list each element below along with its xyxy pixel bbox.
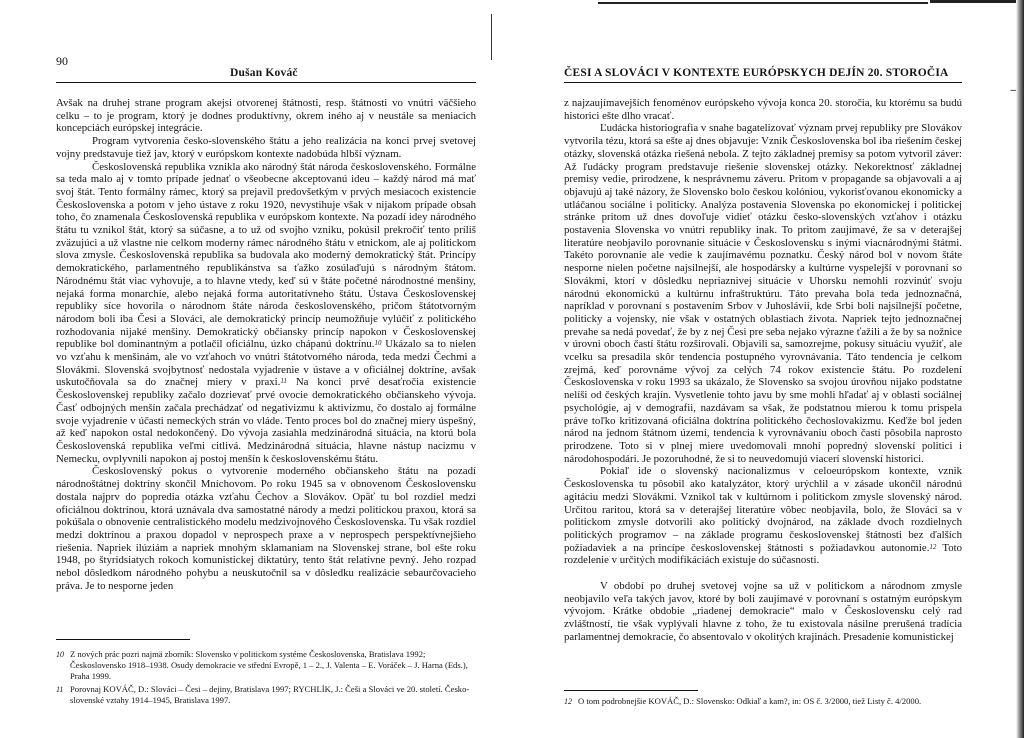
footnotes: [564, 696, 962, 709]
paragraph: Program vytvorenia česko-slovenského štátu a jeho realizácia na konci prvej svetovej vojny predstavuje tiež jav, ktorý v európskom kontexte nadobúda hlbší význam.: [56, 135, 476, 160]
edge-mark: –: [1010, 84, 1016, 96]
paragraph-text: Ukázalo sa to nielen vo vzťahu k menšinám, ale vo vzťahoch vo vnútri štátotvorného národa, teda medzi Čechmi a Slovákmi. Slovenská svojbytnosť nedostala vyjadrenie v ústave a v oficiálnej doktríne, avšak uskutočňovala sa do značnej miery v praxi.: [56, 338, 476, 389]
paragraph: Československý pokus o vytvorenie moderného občianskeho štátu na pozadí národnoštátnej doktríny skončil Mníchovom. Po roku 1945 sa v obnovenom Československu dostala najprv do popredia otázka vzťahu Čechov a Slovákov. Opäť tu bol rozdiel medzi oficiálnou doktrínou, ktorá uznávala dva samostatné národy a medzi politickou praxou, ktorá sa pokúšala o obnovenie centralistického modelu medzivojnového Československa. Tu však rozdiel medzi doktrínou a praxou dopadol v neprospech praxe a v neprospech perspektívnejšieho riešenia. Napriek ilúziám a napriek mnohým sklamaniam na Slovenskej strane, bol ešte roku 1948, po štyridsiatych rokoch komunistickej diktatúry, tento štát relatívne pevný. Jeho rozpad nebol dôsledkom národného pohybu a neuskutočnil sa v dôsledku realizácie sebaurčovacieho práva. Je to nesporne jeden: [56, 465, 476, 592]
footnote-rule: [56, 639, 190, 640]
paragraph-text: Na konci prvé desaťročia existencie Československej republiky začalo dozrievať prvé ovocie demokratického občianskeho vývoja. Časť odbojných menšín začala prechádzať od negativizmu k aktivizmu, čo dostalo aj formálne svoje vyjadrenie v účasti nemeckých strán vo vláde. Tento proces bol do značnej miery úspešný, až keď napokon ostal nedokončený. Do vývoja zasiahla medzinárodná situácia, na ktorú bola Československá republika veľmi citlivá. Medzinárodná situácia, hlavne nástup nacizmu v Nemecku, ovplyvnili napokon aj postoj menšín k československému štátu.: [56, 376, 476, 465]
paragraph: [56, 161, 476, 466]
footnote-number: 10: [56, 650, 64, 659]
footnote-ref[interactable]: 10: [374, 339, 382, 348]
header-rule: [56, 82, 476, 83]
footnote-ref[interactable]: 11: [280, 377, 287, 386]
paragraph-text: Československá republika vznikla ako národný štát národa československého. Formálne sa teda malo aj v tomto prípade jednať o všeobecne akceptovanú ideu – každý národ má mať svoj štát. Tento formálny rámec, ktorý sa prejavil predovšetkým v prvých mesiacoch existencie Československa a potom v jeho ústave z roku 1920, nevystihuje však v nijakom prípade obsah toho, čo znamenala Československá republika v európskom kontexte. Na pozadí idey národného štátu tu vznikol štát, ktorý sa súčasne, a to už od svojho vzniku, pokúsil prekročiť tento príliš zväzujúci a už vlastne nie celkom moderny rámec národného štátu v etnickom, ale aj politickom slova zmysle. Československá republika sa budovala ako moderný demokratický štát. Princípy demokratického, parlamentného republikánstva sa ťažko zosúlaďujú s národným štátom. Národnému štát viac vyhovuje, a to hlavne vtedy, keď sú v štáte početné národnostné menšiny, nejaká forma monarchie, alebo nejaká forma autoritatívneho štátu. Ústava Československej republiky síce hovorila o národnom štáte národa československého, pričom štátotvorným národom boli iba Česi a Slováci, ale demokratický princíp neumožňuje vylúčiť z politického rozhodovania nijaké menšiny. Demokratický občiansky princíp napokon v Československej republike bol dominantným a potlačil oficiálnu, úzko chápanú doktrínu.: [56, 160, 476, 351]
footnote-rule: [564, 690, 698, 691]
footnote-ref[interactable]: 12: [929, 542, 937, 551]
paragraph-text: Pokiaľ ide o slovenský nacionalizmus v celoeurópskom kontexte, vznik Československa tu pôsobil ako katalyzátor, ktorý urýchlil a v zásade ukončil národnú agitáciu medzi Slovákmi. Vznikol tak v kultúrnom i politickom zmysle slovenský národ. Určitou raritou, ktorá sa v deterajšej literatúre vôbec neobjavila, bolo, že Slováci sa v politickom zmysle dotvorili ako politický dvojnárod, na základe dvoch rozdielnych politických programov – na základe programu československej štátnosti bez ďalších požiadaviek a na princípe československej štátnosti s požiadavkou autonomie.: [564, 465, 962, 554]
footnote-number: 11: [56, 685, 64, 694]
footnote-text: Z nových prác pozri najmä zborník: Slovensko v politickom systéme Československa, Bratislava 1992; Československo 1918–1938. Osudy demokracie ve střední Evropě, 1 – 2., J. Valenta – E. Voráček – J. Harna (Eds.), Praha 1999.: [70, 649, 468, 681]
paragraph: V období po druhej svetovej vojne sa už v politickom a národnom zmysle neobjavilo veľa takých javov, ktoré by boli zaujímavé v porovnaní s ostatným európskym vývojom. Krátke obdobie „riadenej demokracie“ malo v Československu celý rad zvláštností, tie však vyplývali hlavne z toho, že tu existovala násilne prerušená tradícia parlamentnej demokracie, čo absentovalo v okolitých krajinách. Presadenie komunistickej: [564, 580, 962, 643]
footnote: [56, 684, 476, 706]
paragraph-text: Toto rozdelenie v určitých modifikáciách existuje do súčasnosti.: [564, 541, 962, 567]
footnote: [564, 696, 962, 707]
right-body-text: [564, 97, 962, 644]
footnote-text: Porovnaj KOVÁČ, D.: Slováci – Česi – dejiny, Bratislava 1997; RYCHLÍK, J.: Češi a Slováci ve 20. století. Česko-slovenské vztahy 1914–1945, Bratislava 1997.: [70, 684, 470, 705]
paragraph: Avšak na druhej strane program akejsi otvorenej štátnosti, resp. štátnosti vo vnútri väčšieho celku – to je program, ktorý je dodnes produktívny, okrem iného aj v neustále sa meniacich koncepciách európskej integrácie.: [56, 97, 476, 135]
page-number: 90: [56, 54, 68, 68]
header-rule: [564, 82, 962, 83]
paragraph: Ľudácka historiografia v snahe bagatelizovať význam prvej republiky pre Slovákov vytvorila tézu, ktorá sa ešte aj dnes objavuje: Vznik Československa bol iba riešením českej otázky, slovenská otázka riešená nebola. Z tejto základnej premisy sa potom vytvoril záver: Až ľudácky program predstavuje riešenie slovenskej otázky. Nekorektnosť základnej premisy vedie, prirodzene, k nesprávnemu záveru. Pritom v propagande sa objavovali a aj objavujú aj také názory, že Slovensko bolo českou kolóniou, vykorisťovanou ekonomicky a utláčanou sociálne i politicky. Analýza postavenia Slovenska po ekonomickej i politickej stránke pritom už dnes dovoľuje vidieť otázku česko-slovenských vzťahov i otázku postavenia Slovenska vo vnútri republiky inak. To pritom zaujímavé, že sa v deterajšej literatúre neobjavilo porovnanie situácie v Československu s inými viacnárodnými štátmi. Takéto porovnanie ale vedie k zaujímavému poznatku. Český národ bol v novom štáte nesporne nielen početne najsilnejší, ale hospodársky a kultúrne vyspelejší v porovnaní so Slovákmi, ktorí v dôsledku nepriaznivej situácie v Uhorsku nemohli rozvinúť svoju národnú ekonomickú a kultúrnu infraštruktúru. Táto prevaha bola teda jednoznačná, napríklad v porovnaní s postavením Srbov v Juhoslávii, kde Srbi boli najsilnejší početne, politicky a vojensky, nie však v ostatných oblastiach života. Napriek tejto jednoznačnej prevahe sa nedá povedať, že by z nej Česi pre seba nejako výrazne ťažili a že by sa nožnice v úrovni oboch častí štátu rozširovali. Objavili sa, samozrejme, pokusy situáciu využiť, ale vcelku sa presadila skôr tendencia postupného vyrovnávania. Táto tendencia je celkom zrejmá, keď porovnáme vývoj za celých 74 rokov existencie štátu. Po rozdelení Československa v roku 1993 sa ukázalo, že Slovensko sa svojou úrovňou nijako podstatne nelíši od českých krajín. Vysvetlenie tohto javu by sme mohli hľadať aj v oblasti sociálnej psychológie, aj v demografii, nazdávam sa však, že podstatnou mierou k tomu prispela práve toľko kritizovaná oficiálna doktrína politického čechoslovakizmu. Keďže bol jeden národ na jednom štátnom území, tendencia k vyrovnávaniu oboch častí pôsobila naprosto prirodzene. Toto si v plnej miere uvedomovali mnohí popredný slovenskí politici i národohospodári. Je pozoruhodné, že si to neuvedomujú viacerí slovenskí historici.: [564, 122, 962, 465]
footnote-number: 12: [564, 697, 572, 706]
footnote: [56, 649, 476, 682]
scan-artifact-bar: [598, 2, 928, 4]
paragraph: [564, 465, 962, 567]
footnote-text: O tom podrobnejšie KOVÁČ, D.: Slovensko: Odkiaľ a kam?, in: OS č. 3/2000, tiež Listy č. 4/2000.: [578, 696, 922, 706]
scan-edge-shadow: [1016, 0, 1024, 738]
running-head-title: ČESI A SLOVÁCI V KONTEXTE EURÓPSKYCH DEJÍN 20. STOROČIA: [564, 67, 949, 79]
running-head-author: Dušan Kováč: [230, 67, 298, 79]
footnotes: [56, 649, 476, 708]
left-body-text: [56, 97, 476, 592]
paragraph: z najzaujímavejších fenoménov európskeho vývoja konca 20. storočia, ku ktorému sa budú historici ešte dlho vracať.: [564, 97, 962, 122]
scan-artifact-bar: [930, 0, 1024, 3]
scan-artifact-line: [491, 14, 492, 60]
